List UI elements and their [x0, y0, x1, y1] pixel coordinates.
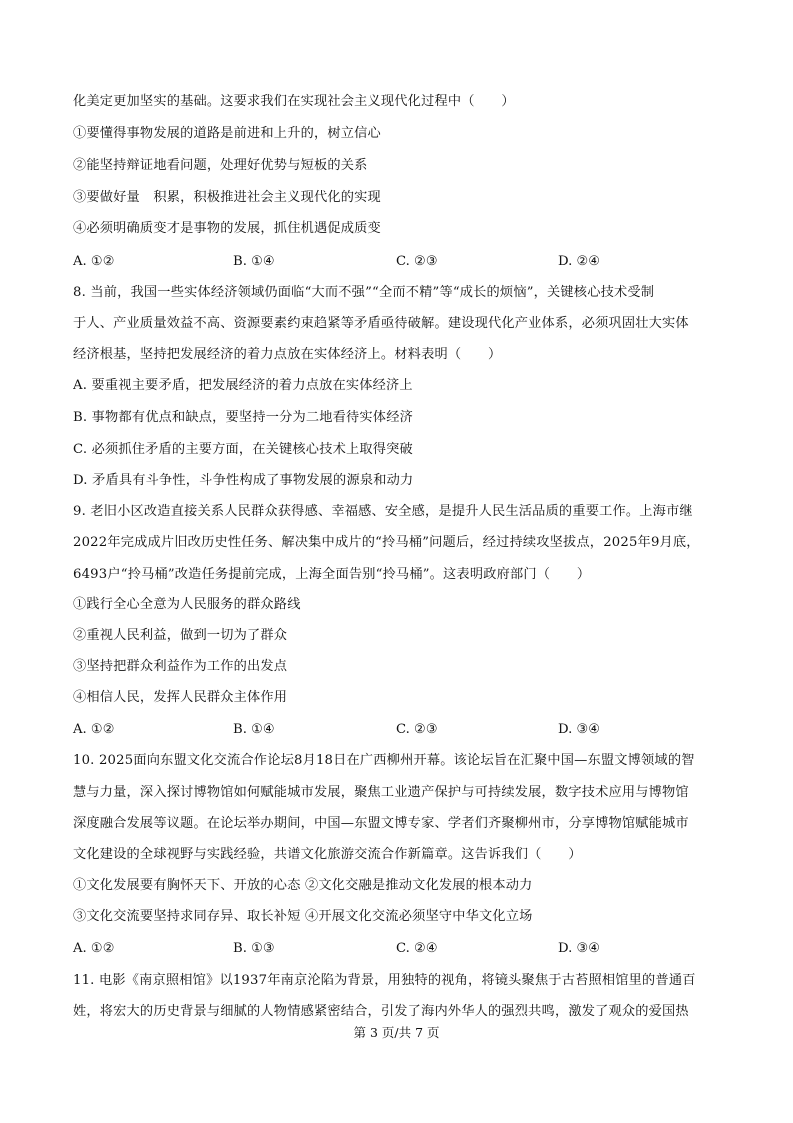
q9-options — [73, 720, 733, 740]
q10-statements-1-2: ①文化发展要有胸怀天下、开放的心态 ②文化交融是推动文化发展的根本动力 — [73, 878, 533, 893]
q10-option-a: A. ①② — [73, 941, 115, 956]
q8-option-a: A. 要重视主要矛盾，把发展经济的着力点放在实体经济上 — [73, 378, 413, 393]
q7-options — [73, 252, 733, 272]
q8-stem-line-3: 经济根基，坚持把发展经济的着力点放在实体经济上。材料表明（ ） — [73, 347, 502, 362]
q10-options — [73, 939, 733, 959]
q8-option-b: B. 事物都有优点和缺点，要坚持一分为二地看待实体经济 — [73, 410, 413, 425]
q9-option-c: C. ②③ — [396, 722, 438, 737]
q7-stem-tail: 化美定更加坚实的基础。这要求我们在实现社会主义现代化过程中（ ） — [73, 94, 515, 109]
q8-option-d: D. 矛盾具有斗争性，斗争性构成了事物发展的源泉和动力 — [73, 473, 414, 488]
q7-statement-4: ④必须明确质变才是事物的发展，抓住机遇促成质变 — [73, 221, 381, 236]
q9-option-b: B. ①④ — [233, 722, 275, 737]
q7-option-b: B. ①④ — [233, 254, 275, 269]
q9-statement-3: ③坚持把群众利益作为工作的出发点 — [73, 659, 288, 674]
q9-stem-line-3: 6493户“拎马桶”改造任务提前完成，上海全面告别“拎马桶”。这表明政府部门（ ） — [73, 567, 591, 582]
q10-statements-3-4: ③文化交流要坚持求同存异、取长补短 ④开展文化交流必须坚守中华文化立场 — [73, 909, 533, 924]
q8-stem-line-1: 8. 当前，我国一些实体经济领域仍面临“大而不强”“全而不精”等“成长的烦恼”，关键核心技术受制 — [73, 285, 655, 300]
q10-stem-line-1: 10. 2025面向东盟文化交流合作论坛8月18日在广西柳州开幕。该论坛旨在汇聚中国—东盟文博领域的智 — [73, 753, 695, 768]
q7-statement-1: ①要懂得事物发展的道路是前进和上升的，树立信心 — [73, 126, 381, 141]
q7-statement-2: ②能坚持辩证地看问题，处理好优势与短板的关系 — [73, 158, 368, 173]
q8-option-c: C. 必须抓住矛盾的主要方面，在关键核心技术上取得突破 — [73, 442, 413, 457]
q10-stem-line-4: 文化建设的全球视野与实践经验，共谱文化旅游交流合作新篇章。这告诉我们（ ） — [73, 847, 582, 862]
q10-stem-line-3: 深度融合发展等议题。在论坛举办期间，中国—东盟文博专家、学者们齐聚柳州市，分享博物馆赋能城市 — [73, 816, 689, 831]
q9-statement-1: ①践行全心全意为人民服务的群众路线 — [73, 597, 301, 612]
q8-stem-line-2: 于人、产业质量效益不高、资源要素约束趋紧等矛盾亟待破解。建设现代化产业体系，必须巩固壮大实体 — [73, 316, 689, 331]
q10-option-d: D. ③④ — [558, 941, 601, 956]
q9-statement-4: ④相信人民，发挥人民群众主体作用 — [73, 690, 288, 705]
q11-stem-line-2: 姓，将宏大的历史背景与细腻的人物情感紧密结合，引发了海内外华人的强烈共鸣，激发了观众的爱国热 — [73, 1004, 689, 1019]
q7-option-a: A. ①② — [73, 254, 115, 269]
q10-stem-line-2: 慧与力量，深入探讨博物馆如何赋能城市发展，聚焦工业遗产保护与可持续发展，数字技术应用与博物馆 — [73, 785, 689, 800]
q9-stem-line-1: 9. 老旧小区改造直接关系人民群众获得感、幸福感、安全感，是提升人民生活品质的重要工作。上海市继 — [73, 504, 693, 519]
q7-option-d: D. ②④ — [558, 254, 601, 269]
q9-stem-line-2: 2022年完成成片旧改历史性任务、解决集中成片的“拎马桶”问题后，经过持续攻坚拔点，2025年9月底， — [73, 535, 700, 550]
q7-statement-3: ③要做好量 积累，积极推进社会主义现代化的实现 — [73, 190, 381, 205]
q10-option-b: B. ①③ — [233, 941, 275, 956]
q10-option-c: C. ②④ — [396, 941, 438, 956]
q9-option-a: A. ①② — [73, 722, 115, 737]
q11-stem-line-1: 11. 电影《南京照相馆》以1937年南京沦陷为背景，用独特的视角，将镜头聚焦于古苔照相馆里的普通百 — [73, 973, 696, 988]
page-number-footer: 第 3 页/共 7 页 — [353, 1025, 440, 1040]
q7-option-c: C. ②③ — [396, 254, 438, 269]
q9-option-d: D. ③④ — [558, 722, 601, 737]
q9-statement-2: ②重视人民利益，做到一切为了群众 — [73, 628, 288, 643]
